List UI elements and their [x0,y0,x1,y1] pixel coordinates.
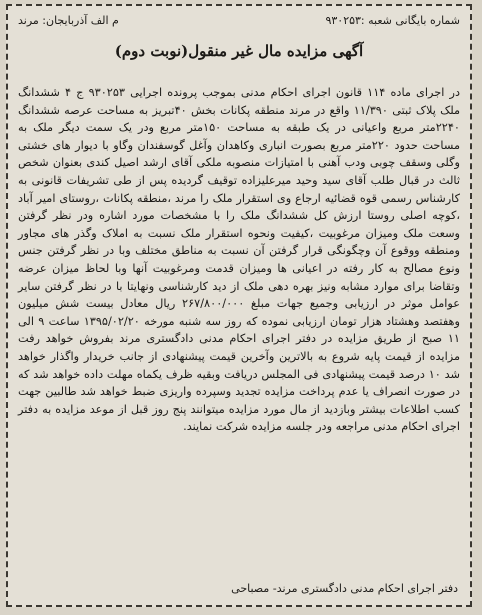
reference-code: م الف آذربایجان: مرند [18,14,119,27]
notice-header [18,14,460,28]
notice-title: آگهی مزایده مال غیر منقول(نوبت دوم) [114,42,364,60]
legal-notice [6,4,472,607]
archive-number: شماره بایگانی شعبه :۹۳۰۲۵۳ [325,14,460,27]
notice-signature: دفتر اجرای احکام مدنی دادگستری مرند- مصباحی [231,582,458,595]
notice-body: در اجرای ماده ۱۱۴ قانون اجرای احکام مدنی بموجب پرونده اجرایی ۹۳۰۲۵۳ ج ۴ ششدانگ ملک پلاک ثبتی ۱۱/۳۹۰ واقع در مرند منطقه پکانات بخش ۴۰تبریز به مساحت عرصه ششدانگ ۲۲۴۰متر مربع واعیانی در یک طبقه به مساحت ۱۵۰متر مربع ودر یک سمت دیگر ملک به مساحت حدود ۲۲۰متر مربع بصورت انباری وکاهدان وآغل گوسفندان وگاو با دیوار های خشتی وگلی وسقف چوبی ودب آهنی با امتیازات منصوبه ملکی آقای ارشد اصیل کندی بعنوان شخص ثالث در قبال طلب آقای سید وحید میرعلیزاده توقیف گردیده پس از طی تشریفات قانونی به کارشناس رسمی قوه قضائیه ارجاع وی استقرار ملک را مرند ،منطقه پکانات ،روستای امیر آباد ،کوچه اصلی روستا ارزش کل ششدانگ ملک را با مشخصات مورد اشاره ودر نظر گرفتن وسعت ملک ومیزان مرغوبیت ،کیفیت ونحوه استقرار ملک نسبت به املاک وگذر های مجاور ومنطقه ووقوع آن وچگونگی قرار گرفتن آن نسبت به مناطق مختلف وبا در نظر گرفتن جنس ونوع مصالح به کار رفته در اعیانی ها ومیزان قدمت ومرغوبیت آنها وبا لحاظ میزان عرضه وتقاضا برای موارد مشابه ونیز بهره دهی ملک از دید کارشناسی ونهایتا با در نظر گرفتن سایر عوامل موثر در ارزیابی وجمیع جهات مبلغ ۲۶۷/۸۰۰/۰۰۰ ریال معادل بیست شش میلیون وهفتصد وهشتاد هزار تومان ارزیابی نموده که روز سه شنبه مورخه ۱۳۹۵/۰۲/۲۰ ساعت ۹ الی ۱۱ صبح از طریق مزایده در دفتر اجرای احکام مدنی دادگستری مرند بفروش خواهد رفت مزایده از قیمت پایه شروع به بالاترین وآخرین قیمت پیشنهادی از جانب خریدار واگذار خواهد شد ۱۰ درصد قیمت پیشنهادی فی المجلس دریافت وبقیه ظرف یکماه مهلت داده خواهد شد که در صورت انصراف یا عدم پرداخت مزایده تجدید وسپرده واریزی ضبط خواهد شد طالبین جهت کسب اطلاعات بیشتر وبازدید از مال مورد مزایده میتوانند پنج روز قبل از موعد مزایده به دفتر اجرای احکام مدنی مراجعه ودر جلسه مزایده شرکت نمایند. [18,86,461,434]
